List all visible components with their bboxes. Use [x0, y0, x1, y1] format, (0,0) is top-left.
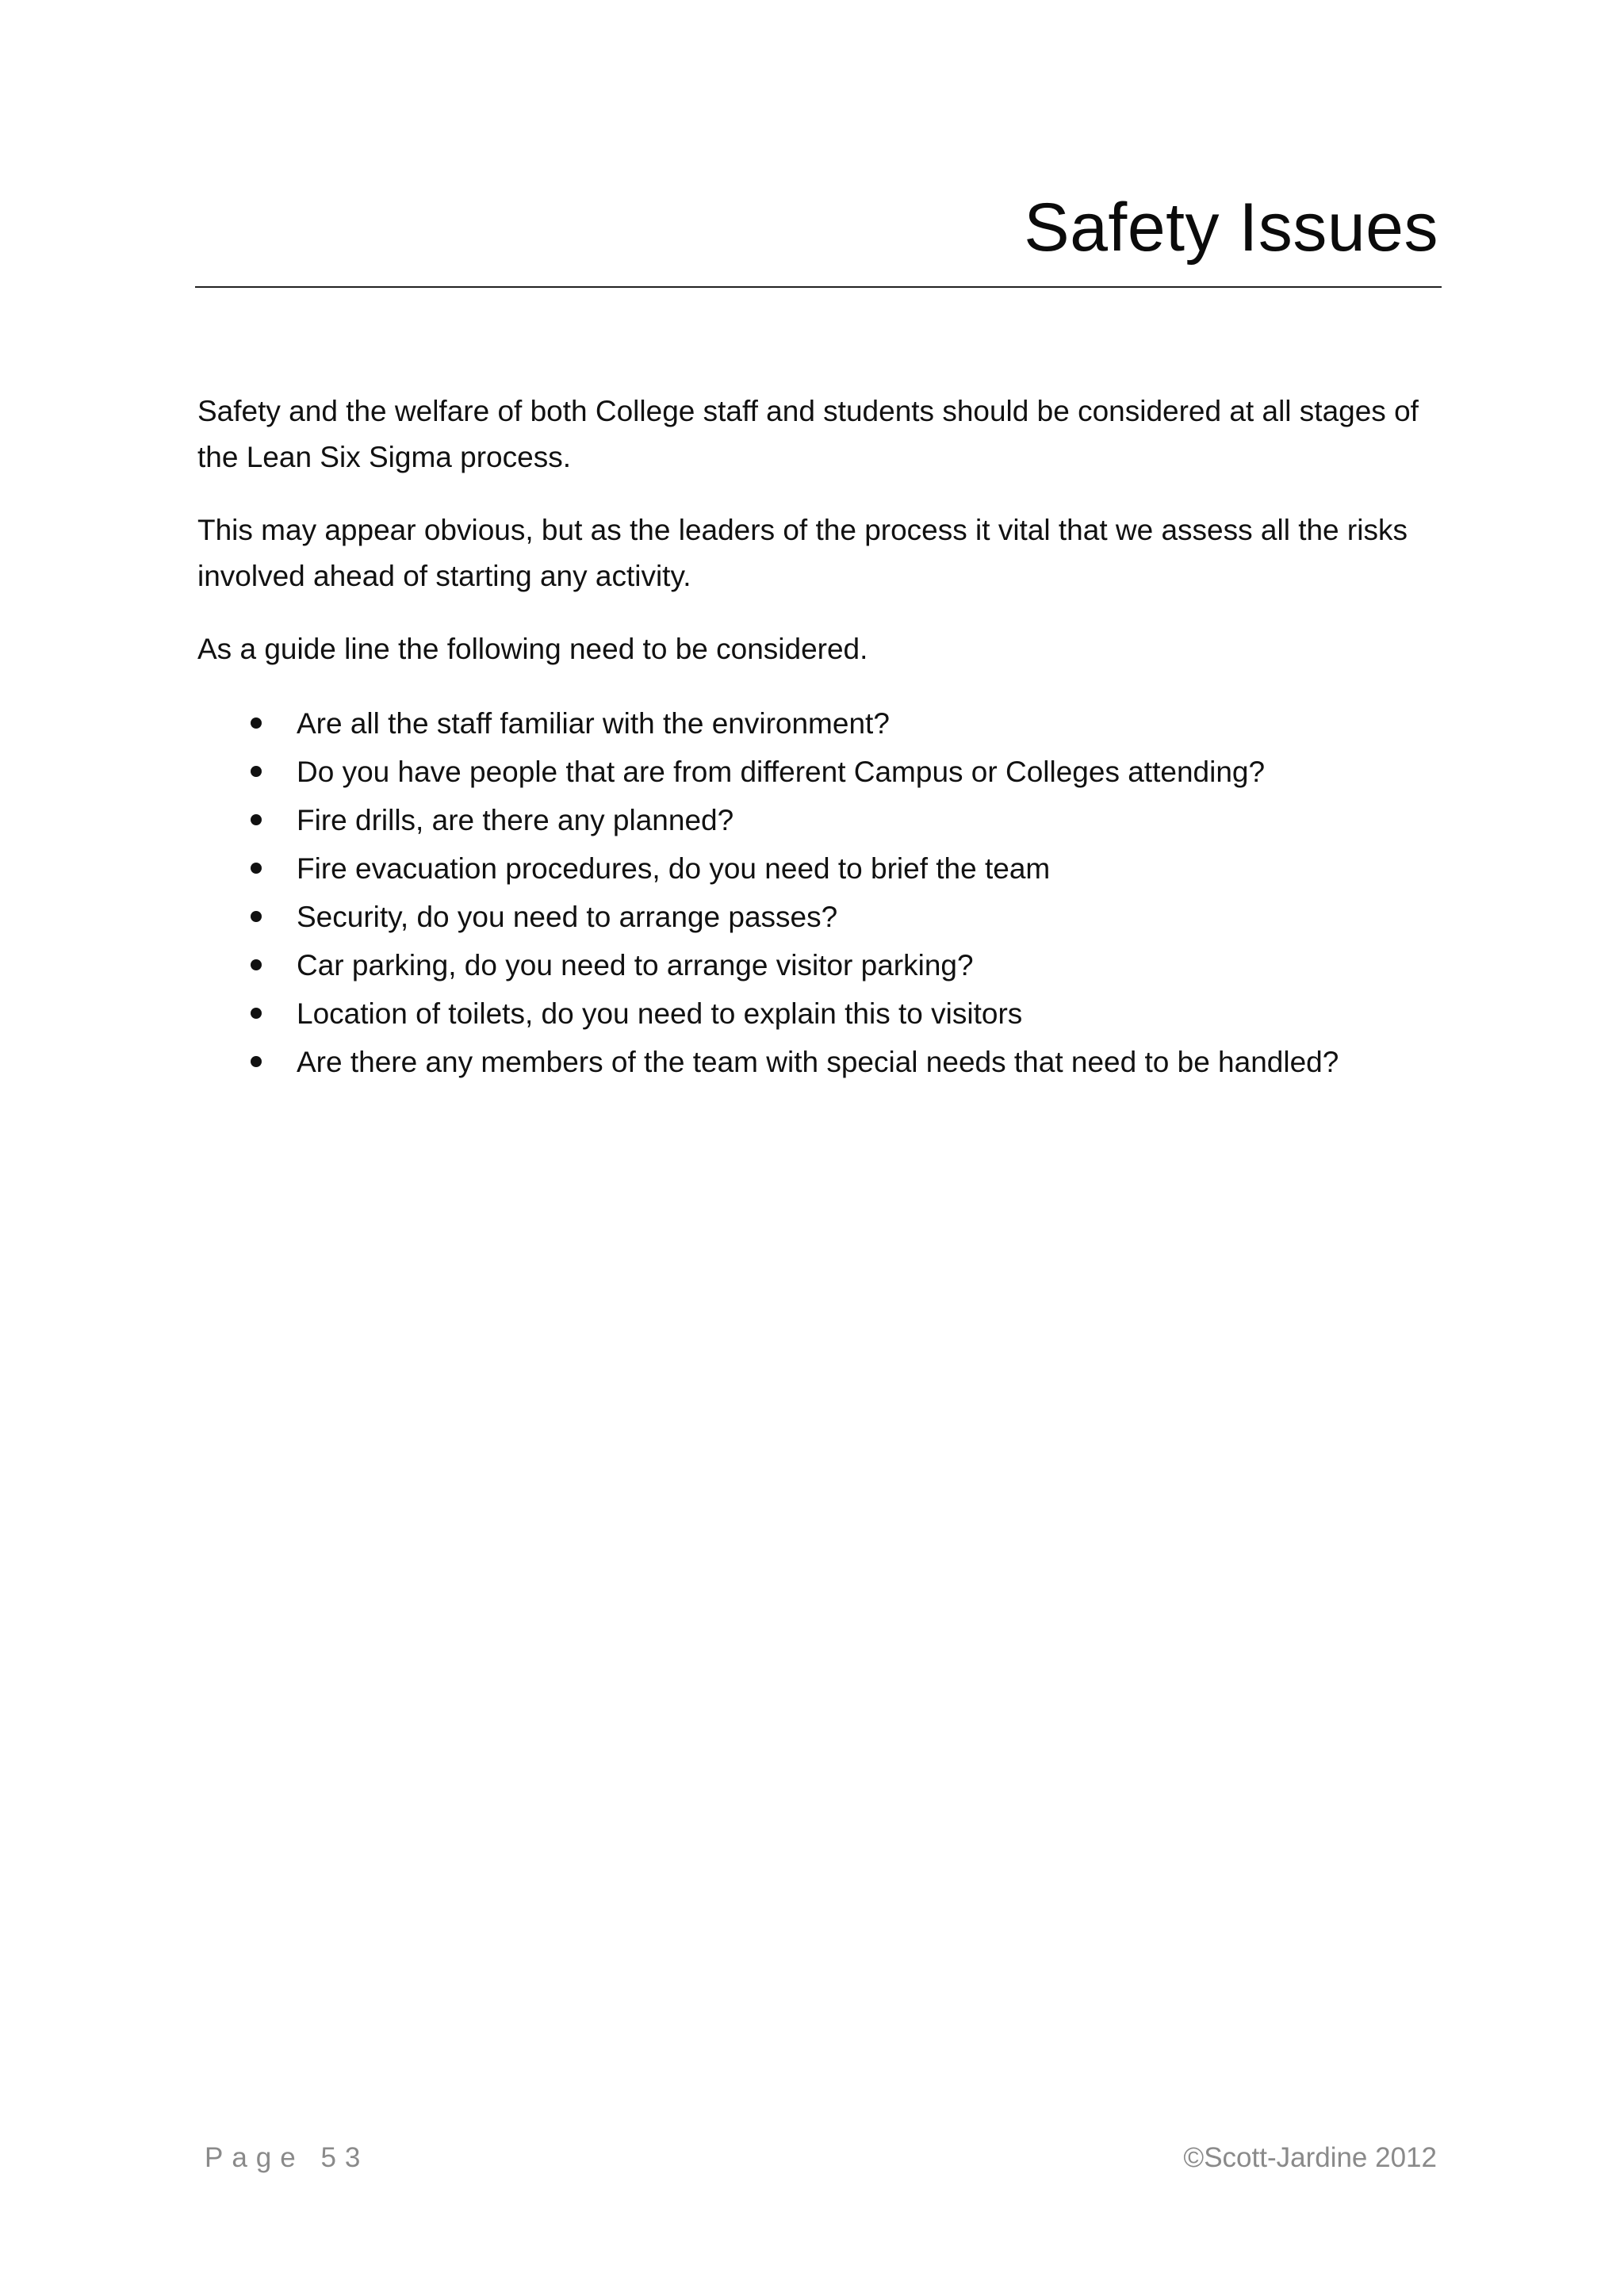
list-item-text: Are all the staff familiar with the environment? — [297, 707, 890, 740]
list-item-text: Car parking, do you need to arrange visitor parking? — [297, 949, 974, 982]
list-item-text: Location of toilets, do you need to explain this to visitors — [297, 997, 1023, 1030]
guide-paragraph: As a guide line the following need to be considered. — [197, 633, 868, 665]
page-body — [197, 388, 1442, 1086]
list-item-text: Are there any members of the team with special needs that need to be handled? — [297, 1046, 1339, 1078]
list-item — [197, 989, 1442, 1038]
considerations-list — [197, 699, 1442, 1086]
list-item — [197, 844, 1442, 893]
list-item — [197, 1038, 1442, 1086]
bullet-icon — [251, 1008, 262, 1019]
list-item-text: Security, do you need to arrange passes? — [297, 901, 838, 933]
list-item — [197, 748, 1442, 796]
bullet-icon — [251, 718, 262, 729]
bullet-icon — [251, 863, 262, 874]
list-item — [197, 796, 1442, 844]
title-underline — [195, 286, 1442, 288]
bullet-icon — [251, 911, 262, 922]
bullet-icon — [251, 766, 262, 777]
list-item — [197, 941, 1442, 989]
bullet-icon — [251, 959, 262, 970]
list-item-text: Fire drills, are there any planned? — [297, 804, 734, 836]
bullet-icon — [251, 1056, 262, 1067]
intro-paragraph: Safety and the welfare of both College staff and students should be considered at all stages of the Lean Six Sigma process. — [197, 395, 1419, 473]
list-item-text: Fire evacuation procedures, do you need to brief the team — [297, 852, 1051, 885]
risk-paragraph: This may appear obvious, but as the leaders of the process it vital that we assess all the risks involved ahead of starting any activity. — [197, 514, 1408, 592]
list-item-text: Do you have people that are from different Campus or Colleges attending? — [297, 756, 1266, 788]
bullet-icon — [251, 814, 262, 825]
page-title: Safety Issues — [1024, 189, 1438, 266]
list-item — [197, 893, 1442, 941]
page-number: Page 53 — [205, 2142, 370, 2173]
list-item — [197, 699, 1442, 748]
copyright-notice: ©Scott-Jardine 2012 — [1183, 2142, 1437, 2173]
